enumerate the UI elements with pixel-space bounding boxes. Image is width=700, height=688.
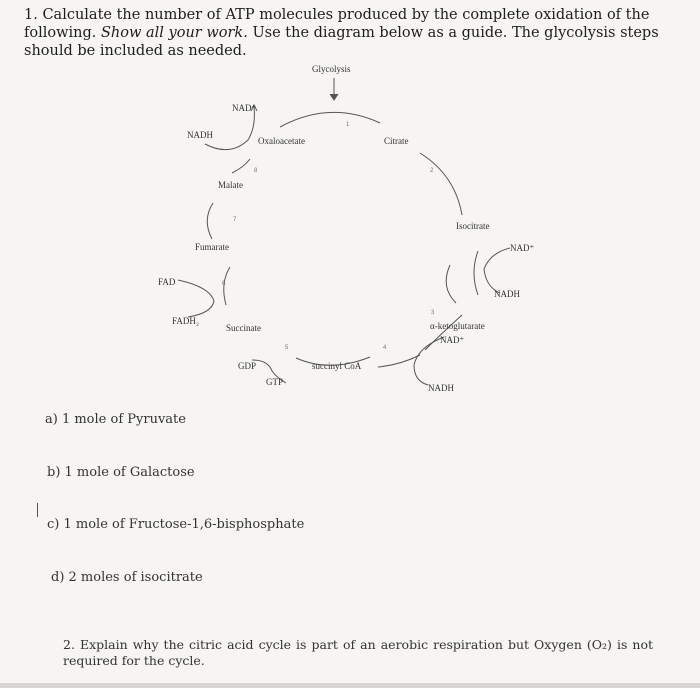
text-cursor bbox=[37, 503, 38, 517]
question-1-text-b: Use the diagram below as a guide. The glycolysis steps should be included as needed. bbox=[24, 25, 659, 59]
label-gtp: GTP bbox=[266, 377, 284, 387]
step-number: 2 bbox=[430, 168, 434, 174]
step-number: 3 bbox=[431, 310, 435, 316]
label-nad-right: NAD⁺ bbox=[510, 243, 535, 253]
label-gdp: GDP bbox=[238, 361, 257, 371]
label-isocitrate: Isocitrate bbox=[456, 221, 490, 231]
nad-nadh-right-curve bbox=[484, 248, 510, 293]
step-number: 1 bbox=[346, 122, 350, 128]
question-1-instruction: Show all your work. bbox=[101, 25, 248, 41]
subquestion-b: b) 1 mole of Galactose bbox=[47, 465, 195, 480]
fad-fadh2-curve bbox=[178, 280, 214, 317]
label-alpha-ketoglutarate: α-ketoglutarate bbox=[430, 321, 485, 331]
label-nadh-right: NADH bbox=[494, 289, 520, 299]
label-nadh-low: NADH bbox=[428, 383, 454, 393]
label-fad: FAD bbox=[158, 277, 176, 287]
arrow-oxaloacetate-citrate bbox=[280, 112, 380, 127]
label-citrate: Citrate bbox=[384, 136, 409, 146]
label-succinate: Succinate bbox=[226, 323, 261, 333]
label-glycolysis: Glycolysis bbox=[312, 64, 351, 74]
arrow-citrate-isocitrate bbox=[420, 153, 462, 215]
question-2-text: Explain why the citric acid cycle is part of an aerobic respiration but Oxygen (O₂) is not required for the cycle. bbox=[63, 637, 653, 668]
label-malate: Malate bbox=[218, 180, 243, 190]
page-bottom-edge bbox=[0, 683, 700, 688]
label-fumarate: Fumarate bbox=[195, 242, 229, 252]
citric-acid-cycle-diagram bbox=[0, 55, 700, 395]
step-number: 5 bbox=[285, 345, 289, 351]
label-nad-top: NAD⁺ bbox=[232, 103, 257, 113]
arrow-malate-fumarate bbox=[207, 203, 213, 239]
label-nadh-top: NADH bbox=[187, 130, 213, 140]
subquestion-c: c) 1 mole of Fructose-1,6-bisphosphate bbox=[47, 517, 305, 532]
question-1-number: 1. bbox=[24, 7, 38, 23]
question-2 bbox=[63, 637, 653, 669]
label-succinyl-coa: succinyl CoA bbox=[312, 361, 362, 371]
step-number: 6 bbox=[222, 281, 226, 287]
subquestion-a: a) 1 mole of Pyruvate bbox=[45, 412, 186, 427]
label-oxaloacetate: Oxaloacetate bbox=[258, 136, 305, 146]
step-number: 7 bbox=[233, 217, 237, 223]
question-2-number: 2. bbox=[63, 637, 75, 652]
step-number: 8 bbox=[254, 168, 258, 174]
subquestion-d: d) 2 moles of isocitrate bbox=[51, 570, 203, 585]
question-1-text-a: Calculate the number of ATP molecules produced by the complete oxidation of the following. bbox=[24, 7, 650, 41]
question-1 bbox=[24, 6, 674, 60]
label-fadh2: FADH₂ bbox=[172, 316, 199, 326]
label-nad-low: NAD⁺ bbox=[440, 335, 465, 345]
step-number: 4 bbox=[383, 345, 387, 351]
cycle-arrows bbox=[0, 55, 700, 395]
